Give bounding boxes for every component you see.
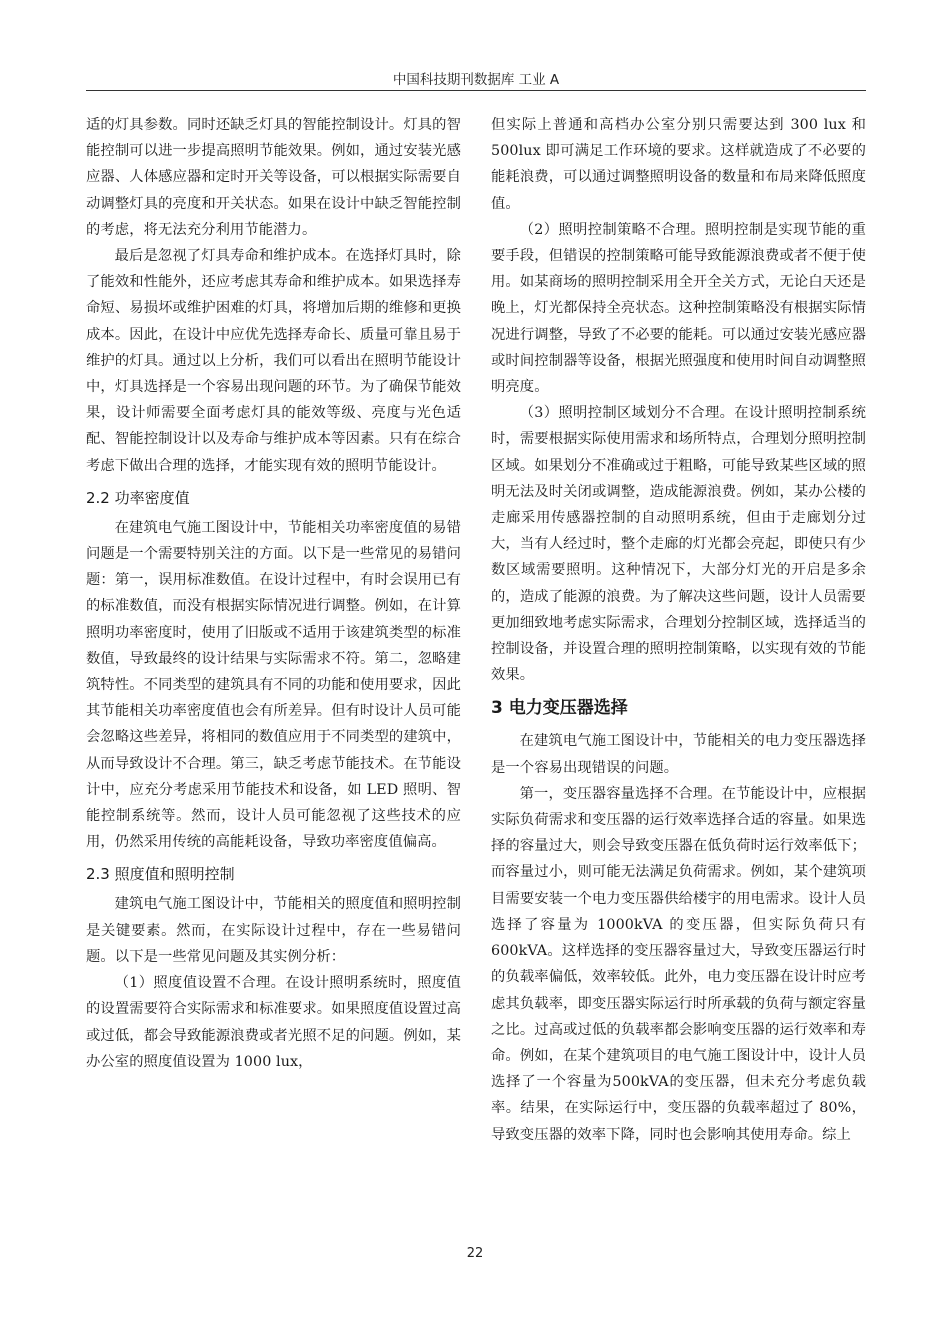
paragraph: 在建筑电气施工图设计中，节能相关的电力变压器选择是一个容易出现错误的问题。: [491, 733, 866, 776]
paragraph: 最后是忽视了灯具寿命和维护成本。在选择灯具时，除了能效和性能外，还应考虑其寿命和维护成本。如果选择寿命短、易损坏或维护困难的灯具，将增加后期的维修和更换成本。因此，在设计中应优先选择寿命长、质量可靠且易于维护的灯具。通过以上分析，我们可以看出在照明节能设计中，灯具选择是一个容易出现问题的环节。为了确保节能效果，设计师需要全面考虑灯具的能效等级、亮度与光色适配、智能控制设计以及寿命与维护成本等因素。只有在综合考虑下做出合理的选择，才能实现有效的照明节能设计。: [86, 248, 461, 474]
left-column: [86, 112, 461, 1075]
header-divider: [86, 90, 866, 91]
paragraph: （1）照度值设置不合理。在设计照明系统时，照度值的设置需要符合实际需求和标准要求。如果照度值设置过高或过低，都会导致能源浪费或者光照不足的问题。例如，某办公室的照度值设置为 1000 lux，: [86, 975, 461, 1070]
paragraph: （2）照明控制策略不合理。照明控制是实现节能的重要手段，但错误的控制策略可能导致能源浪费或者不便于使用。如某商场的照明控制采用全开全关方式，无论白天还是晚上，灯光都保持全亮状态。这种控制策略没有根据实际情况进行调整，导致了不必要的能耗。可以通过安装光感应器或时间控制器等设备，根据光照强度和使用时间自动调整照明亮度。: [491, 221, 866, 396]
section-heading: 3 电力变压器选择: [491, 698, 628, 719]
paragraph: 适的灯具参数。同时还缺乏灯具的智能控制设计。灯具的智能控制可以进一步提高照明节能效果。例如，通过安装光感应器、人体感应器和定时开关等设备，可以根据实际需要自动调整灯具的亮度和开关状态。如果在设计中缺乏智能控制的考虑，将无法充分利用节能潜力。: [86, 117, 461, 238]
section-heading: 2.3 照度值和照明控制: [86, 865, 235, 884]
page-number: 22: [466, 1246, 484, 1261]
section-heading: 2.2 功率密度值: [86, 488, 190, 507]
paragraph: 在建筑电气施工图设计中，节能相关功率密度值的易错问题是一个需要特别关注的方面。以下是一些常见的易错问题：第一，误用标准数值。在设计过程中，有时会误用已有的标准数值，而没有根据实际情况进行调整。例如，在计算照明功率密度时，使用了旧版或不适用于该建筑类型的标准数值，导致最终的设计结果与实际需求不符。第二，忽略建筑特性。不同类型的建筑具有不同的功能和使用要求，因此其节能相关功率密度值也会有所差异。但有时设计人员可能会忽略这些差异，将相同的数值应用于不同类型的建筑中，从而导致设计不合理。第三，缺乏考虑节能技术。在节能设计中，应充分考虑采用节能技术和设备，如 LED 照明、智能控制系统等。然而，设计人员可能忽视了这些技术的应用，仍然采用传统的高能耗设备，导致功率密度值偏高。: [86, 519, 461, 851]
paragraph: （3）照明控制区域划分不合理。在设计照明控制系统时，需要根据实际使用需求和场所特点，合理划分照明控制区域。如果划分不准确或过于粗略，可能导致某些区域的照明无法及时关闭或调整，造成能源浪费。例如，某办公楼的走廊采用传感器控制的自动照明系统，但由于走廊划分过大，当有人经过时，整个走廊的灯光都会亮起，即使只有少数区域需要照明。这种情况下，大部分灯光的开启是多余的，造成了能源的浪费。为了解决这些问题，设计人员需要更加细致地考虑实际需求，合理划分控制区域，选择适当的控制设备，并设置合理的照明控制策略，以实现有效的节能效果。: [491, 405, 866, 684]
paragraph: 但实际上普通和高档办公室分别只需要达到 300 lux 和 500lux 即可满足工作环境的要求。这样就造成了不必要的能耗浪费，可以通过调整照明设备的数量和布局来降低照度值。: [491, 117, 866, 212]
right-column: [491, 112, 866, 1148]
journal-header: 中国科技期刊数据库 工业 A: [392, 72, 560, 88]
paragraph: 第一，变压器容量选择不合理。在节能设计中，应根据实际负荷需求和变压器的运行效率选择合适的容量。如果选择的容量过大，则会导致变压器在低负荷时运行效率低下；而容量过小，则可能无法满足负荷需求。例如，某个建筑项目需要安装一个电力变压器供给楼宇的用电需求。设计人员选择了容量为 1000kVA 的变压器，但实际负荷只有 600kVA。这样选择的变压器容量过大，导致变压器运行时的负载率偏低，效率较低。此外，电力变压器在设计时应考虑其负载率，即变压器实际运行时所承载的负荷与额定容量之比。过高或过低的负载率都会影响变压器的运行效率和寿命。例如，在某个建筑项目的电气施工图设计中，设计人员选择了一个容量为500kVA的变压器，但未充分考虑负载率。结果，在实际运行中，变压器的负载率超过了 80%，导致变压器的效率下降，同时也会影响其使用寿命。综上: [491, 785, 866, 1143]
paragraph: 建筑电气施工图设计中，节能相关的照度值和照明控制是关键要素。然而，在实际设计过程中，存在一些易错问题。以下是一些常见问题及其实例分析：: [86, 896, 461, 965]
